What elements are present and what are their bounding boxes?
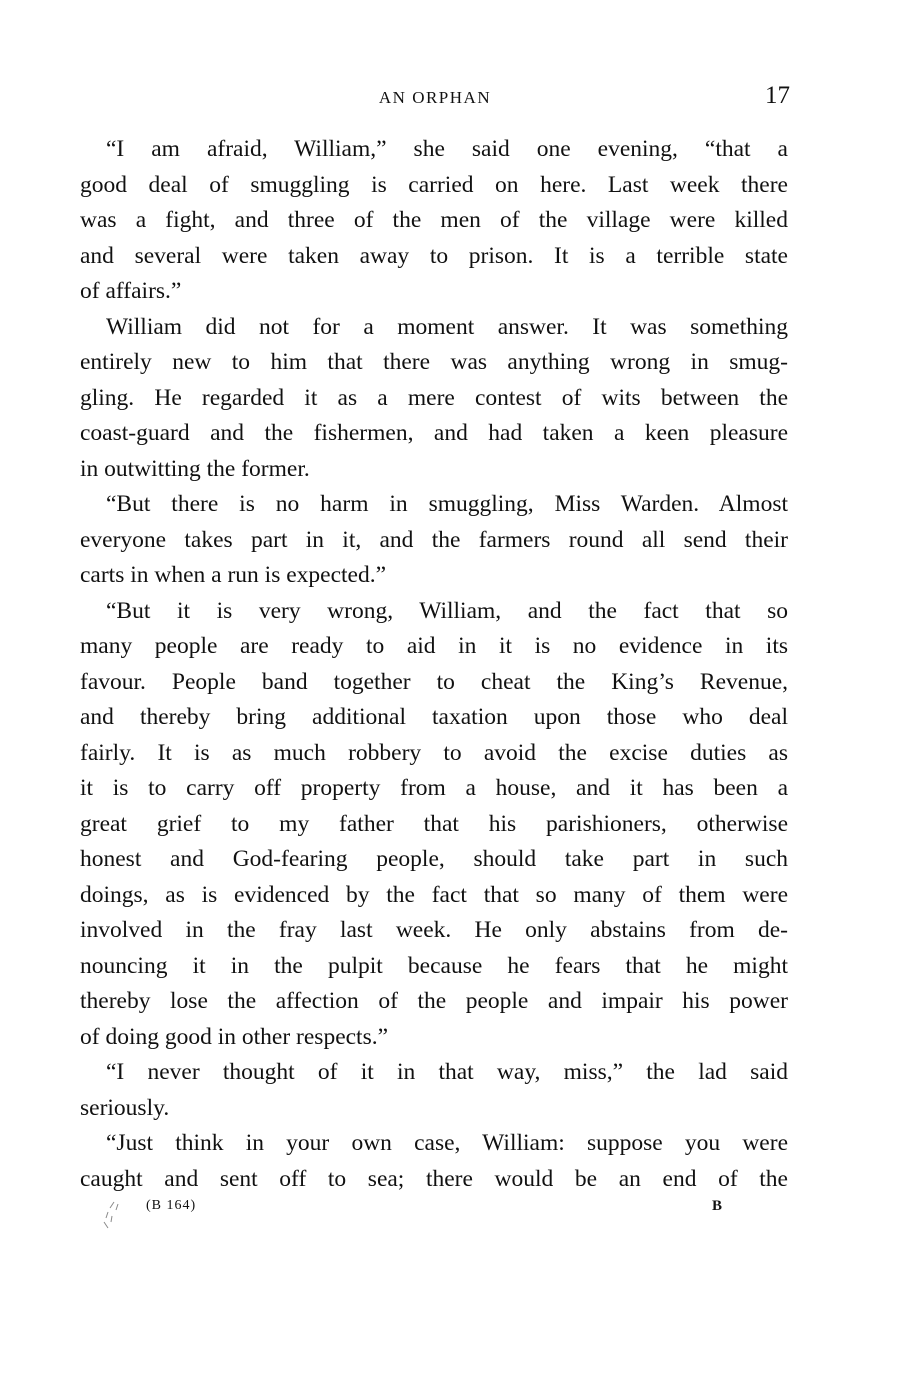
text-line: was a fight, and three of the men of the village were killed <box>80 207 788 233</box>
text-line: fairly. It is as much robbery to avoid the excise duties as <box>80 739 788 766</box>
printer-signature: (B 164) <box>146 1198 197 1213</box>
text-line: and several were taken away to prison. It is a terrible state <box>80 242 788 269</box>
text-line: nouncing it in the pulpit because he fears that he might <box>80 952 788 979</box>
text-line: of affairs.” <box>80 278 182 304</box>
text-line: entirely new to him that there was anything wrong in smug- <box>80 349 788 375</box>
signature-mark: B <box>711 1198 722 1214</box>
text-line: “But it is very wrong, William, and the fact that so <box>106 597 788 624</box>
body-text <box>80 132 788 1197</box>
text-line: “But there is no harm in smuggling, Miss Warden. Almost <box>106 491 788 517</box>
text-line: carts in when a run is expected.” <box>80 562 387 588</box>
text-line: great grief to my father that his parishioners, otherwise <box>80 810 788 837</box>
text-line: of doing good in other respects.” <box>80 1023 389 1050</box>
text-line: good deal of smuggling is carried on here. Last week there <box>80 171 788 198</box>
text-line: and thereby bring additional taxation upon those who deal <box>80 704 788 730</box>
text-line: favour. People band together to cheat the King’s Revenue, <box>80 668 788 695</box>
page-number: 17 <box>765 82 790 109</box>
text-line: thereby lose the affection of the people and impair his power <box>80 988 788 1014</box>
text-line: it is to carry off property from a house, and it has been a <box>80 775 788 801</box>
text-line: “I never thought of it in that way, miss,” the lad said <box>106 1059 788 1085</box>
text-line: honest and God-fearing people, should take part in such <box>80 846 788 872</box>
ink-speck <box>100 1198 140 1234</box>
text-line: coast-guard and the fishermen, and had taken a keen pleasure <box>80 420 788 446</box>
text-line: William did not for a moment answer. It was something <box>106 313 788 340</box>
text-line: everyone takes part in it, and the farmers round all send their <box>80 526 788 553</box>
text-line: “Just think in your own case, William: suppose you were <box>106 1130 788 1156</box>
running-title: AN ORPHAN <box>378 88 492 107</box>
text-line: involved in the fray last week. He only abstains from de- <box>80 917 788 943</box>
text-line: gling. He regarded it as a mere contest of wits between the <box>80 384 788 411</box>
text-line: many people are ready to aid in it is no evidence in its <box>80 633 788 659</box>
text-line: seriously. <box>80 1094 170 1121</box>
text-line: “I am afraid, William,” she said one evening, “that a <box>106 136 788 162</box>
text-line: doings, as is evidenced by the fact that so many of them were <box>80 881 788 908</box>
running-head <box>80 84 790 114</box>
page-footer <box>80 1194 790 1224</box>
text-line: caught and sent off to sea; there would be an end of the <box>80 1165 788 1192</box>
text-line: in outwitting the former. <box>80 455 310 482</box>
